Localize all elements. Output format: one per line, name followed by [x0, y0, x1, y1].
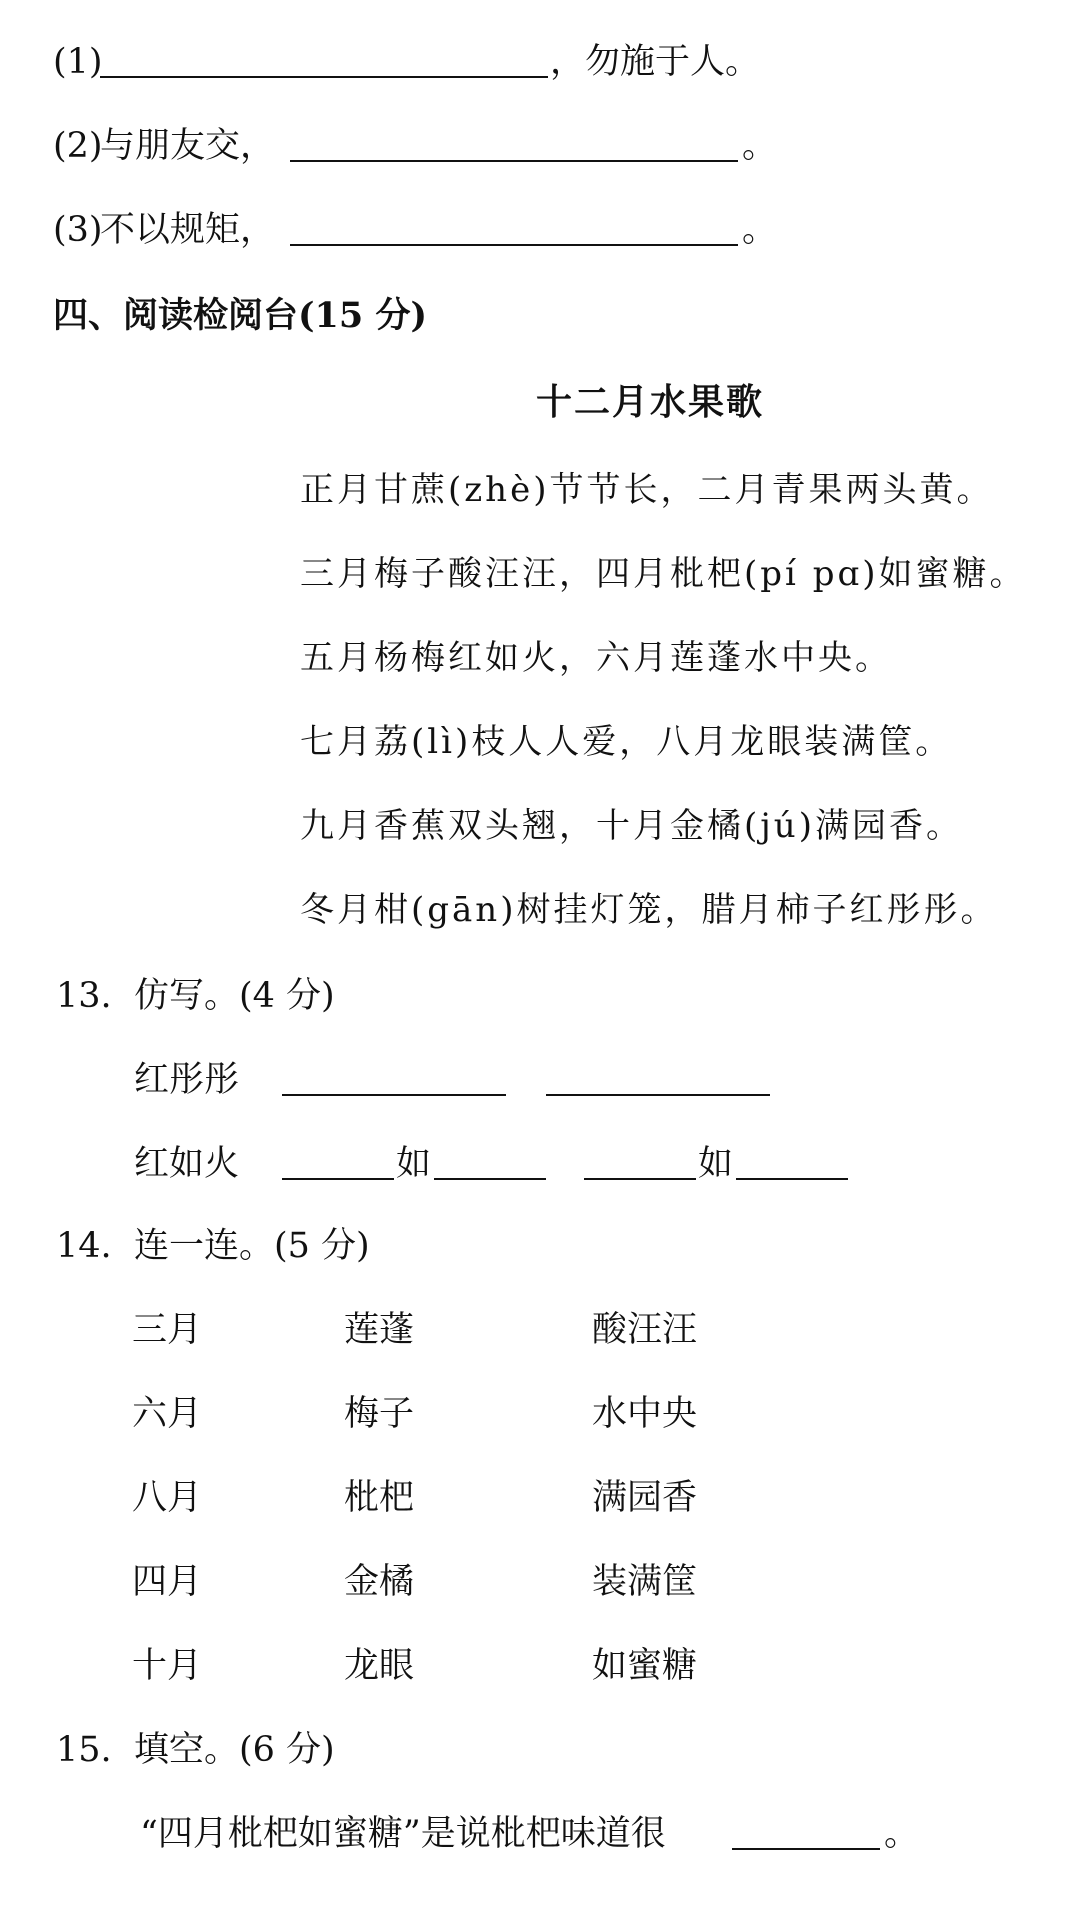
question-title: 连一连。(5 分)	[134, 1226, 370, 1266]
poem-line-text: 三月梅子酸汪汪，四月枇杷(pí pɑ)如蜜糖。	[300, 554, 1027, 594]
fruit-label[interactable]: 莲蓬	[344, 1310, 415, 1350]
description-label[interactable]: 满园香	[592, 1478, 698, 1518]
q13-ru: 如	[698, 1144, 734, 1184]
answer-blank[interactable]	[584, 1178, 696, 1180]
item-text: 与朋友交，	[100, 126, 276, 166]
q13-ru: 如	[396, 1144, 432, 1184]
fruit-label[interactable]: 枇杷	[344, 1478, 415, 1518]
answer-blank[interactable]	[732, 1848, 880, 1850]
month-label[interactable]: 四月	[132, 1562, 203, 1602]
poem-line-text: 九月香蕉双头翘，十月金橘(jú)满园香。	[300, 806, 963, 846]
month-label[interactable]: 六月	[132, 1394, 203, 1434]
answer-blank[interactable]	[290, 160, 738, 162]
poem-line-text: 冬月柑(gān)树挂灯笼，腊月柿子红彤彤。	[300, 890, 998, 930]
q13-example-word: 红彤彤	[134, 1060, 240, 1100]
question-title: 仿写。(4 分)	[134, 976, 335, 1016]
question-number: 15.	[56, 1730, 112, 1770]
fruit-label[interactable]: 梅子	[344, 1394, 415, 1434]
item-text: 不以规矩，	[100, 210, 276, 250]
description-label[interactable]: 酸汪汪	[592, 1310, 698, 1350]
question-number: 14.	[56, 1226, 112, 1266]
answer-blank[interactable]	[736, 1178, 848, 1180]
answer-blank[interactable]	[290, 244, 738, 246]
item-number: (1)	[53, 42, 103, 82]
description-label[interactable]: 如蜜糖	[592, 1646, 698, 1686]
description-label[interactable]: 水中央	[592, 1394, 698, 1434]
poem-title: 十二月水果歌	[536, 381, 765, 423]
section-title: 四、阅读检阅台(15 分)	[53, 295, 428, 336]
fruit-label[interactable]: 龙眼	[344, 1646, 415, 1686]
answer-blank[interactable]	[546, 1094, 770, 1096]
month-label[interactable]: 十月	[132, 1646, 203, 1686]
answer-blank[interactable]	[434, 1178, 546, 1180]
description-label[interactable]: 装满筐	[592, 1562, 698, 1602]
question-title: 填空。(6 分)	[134, 1730, 335, 1770]
q15-sentence: “四月枇杷如蜜糖”是说枇杷味道很	[140, 1814, 666, 1854]
fruit-label[interactable]: 金橘	[344, 1562, 415, 1602]
poem-line-text: 正月甘蔗(zhè)节节长，二月青果两头黄。	[300, 470, 994, 510]
month-label[interactable]: 三月	[132, 1310, 203, 1350]
item-number: (2)	[53, 126, 103, 166]
answer-blank[interactable]	[100, 76, 548, 78]
item-text: 。	[742, 126, 778, 166]
question-number: 13.	[56, 976, 112, 1016]
poem-line-text: 七月荔(lì)枝人人爱，八月龙眼装满筐。	[300, 722, 953, 762]
item-text: ，勿施于人。	[550, 42, 761, 82]
answer-blank[interactable]	[282, 1178, 394, 1180]
q13-example-word: 红如火	[134, 1144, 240, 1184]
item-text: 。	[742, 210, 778, 250]
month-label[interactable]: 八月	[132, 1478, 203, 1518]
item-number: (3)	[53, 210, 103, 250]
q15-end: 。	[884, 1814, 920, 1854]
answer-blank[interactable]	[282, 1094, 506, 1096]
poem-line-text: 五月杨梅红如火，六月莲蓬水中央。	[300, 638, 892, 678]
